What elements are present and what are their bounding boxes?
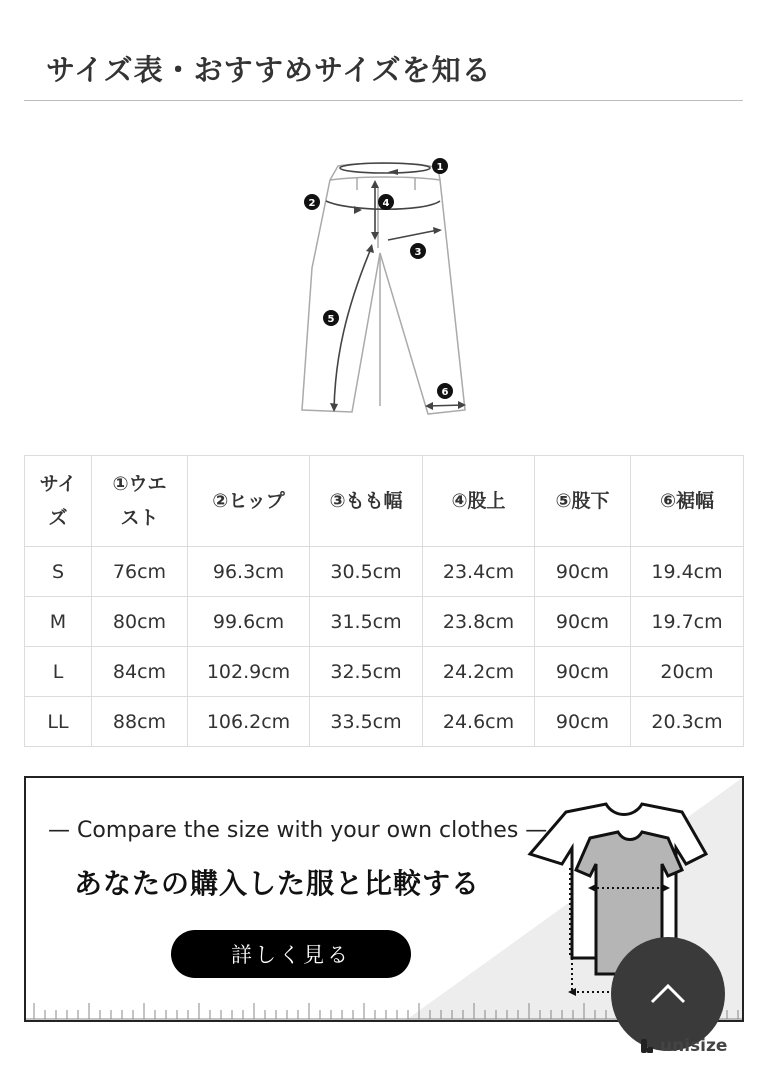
size-table — [24, 455, 744, 747]
table-cell: 102.9cm — [188, 647, 310, 697]
table-cell: 32.5cm — [310, 647, 423, 697]
marker-4: 4 — [382, 198, 390, 209]
banner-heading: あなたの購入した服と比較する — [74, 867, 481, 900]
table-cell: S — [25, 547, 92, 597]
table-cell: 24.6cm — [423, 697, 535, 747]
table-cell: 90cm — [535, 697, 631, 747]
table-cell: 19.4cm — [631, 547, 744, 597]
table-cell: 99.6cm — [188, 597, 310, 647]
table-cell: 90cm — [535, 647, 631, 697]
header-hem-width: ⑥裾幅 — [631, 456, 744, 547]
marker-6: 6 — [441, 387, 449, 398]
table-cell: 19.7cm — [631, 597, 744, 647]
size-table-header-row — [25, 456, 744, 547]
header-inseam: ⑤股下 — [535, 456, 631, 547]
table-cell: 30.5cm — [310, 547, 423, 597]
header-size: サイ ズ — [25, 456, 92, 547]
table-cell: 90cm — [535, 547, 631, 597]
marker-2: 2 — [308, 198, 316, 209]
header-hip: ②ヒップ — [188, 456, 310, 547]
banner-subtitle: — Compare the size with your own clothes — — [48, 818, 548, 843]
page-title: サイズ表・おすすめサイズを知る — [46, 53, 492, 87]
table-row — [25, 597, 744, 647]
view-details-button[interactable]: 詳しく見る — [171, 930, 411, 978]
pants-measurement-diagram — [290, 148, 480, 423]
table-cell: LL — [25, 697, 92, 747]
table-cell: 96.3cm — [188, 547, 310, 597]
table-cell: 23.4cm — [423, 547, 535, 597]
table-cell: 80cm — [92, 597, 188, 647]
table-row — [25, 547, 744, 597]
table-row — [25, 697, 744, 747]
scroll-to-top-button[interactable] — [611, 937, 725, 1051]
table-cell: M — [25, 597, 92, 647]
table-cell: 24.2cm — [423, 647, 535, 697]
table-cell: 76cm — [92, 547, 188, 597]
table-cell: 20cm — [631, 647, 744, 697]
table-cell: 20.3cm — [631, 697, 744, 747]
table-cell: 90cm — [535, 597, 631, 647]
marker-3: 3 — [414, 247, 422, 258]
chevron-up-icon — [648, 982, 688, 1006]
table-cell: L — [25, 647, 92, 697]
header-rise: ④股上 — [423, 456, 535, 547]
table-cell: 84cm — [92, 647, 188, 697]
table-cell: 33.5cm — [310, 697, 423, 747]
table-cell: 23.8cm — [423, 597, 535, 647]
header-thigh-width: ③もも幅 — [310, 456, 423, 547]
brand-name: unisize — [660, 1036, 728, 1056]
header-waist: ①ウエ スト — [92, 456, 188, 547]
marker-1: 1 — [436, 162, 444, 173]
unisize-brand[interactable] — [640, 1036, 727, 1056]
table-cell: 106.2cm — [188, 697, 310, 747]
marker-5: 5 — [327, 314, 335, 325]
table-row — [25, 647, 744, 697]
unisize-logo-icon — [640, 1037, 654, 1055]
title-divider — [24, 100, 743, 101]
table-cell: 31.5cm — [310, 597, 423, 647]
table-cell: 88cm — [92, 697, 188, 747]
